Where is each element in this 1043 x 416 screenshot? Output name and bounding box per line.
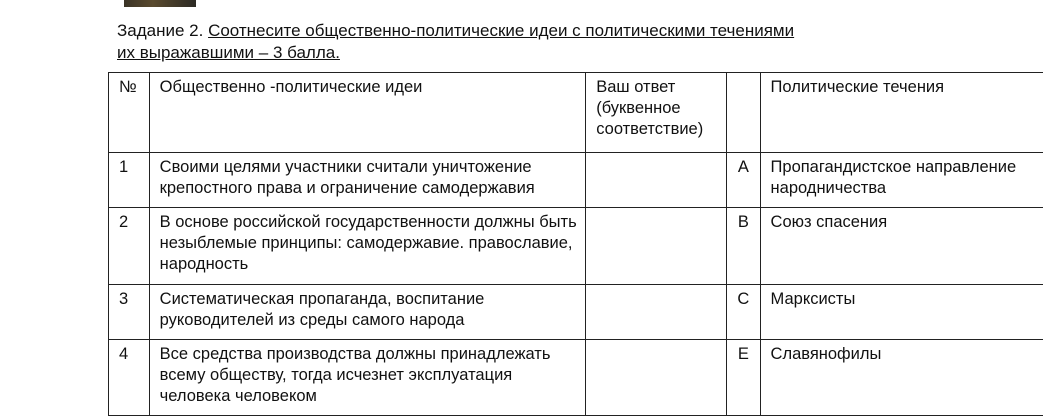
row-letter: A — [727, 153, 760, 208]
photo-fragment — [124, 0, 196, 7]
table-row — [109, 340, 1043, 416]
row-letter: B — [727, 208, 760, 285]
row-answer-cell[interactable] — [586, 153, 727, 208]
table-row — [109, 208, 1043, 285]
header-movements: Политические течения — [760, 73, 1043, 153]
table-header-row — [109, 73, 1043, 153]
row-idea: Все средства производства должны принадлежать всему обществу, тогда исчезнет эксплуатация человека человеком — [149, 340, 586, 416]
row-movement: Марксисты — [760, 285, 1043, 340]
row-movement: Славянофилы — [760, 340, 1043, 416]
row-movement: Пропагандистское направление народничества — [760, 153, 1043, 208]
row-idea: Систематическая пропаганда, воспитание руководителей из среды самого народа — [149, 285, 586, 340]
header-num: № — [109, 73, 150, 153]
row-answer-cell[interactable] — [586, 285, 727, 340]
row-letter: C — [727, 285, 760, 340]
row-num: 3 — [109, 285, 150, 340]
header-letter — [727, 73, 760, 153]
row-answer-cell[interactable] — [586, 340, 727, 416]
matching-table — [108, 72, 1043, 416]
row-num: 2 — [109, 208, 150, 285]
table-row — [109, 153, 1043, 208]
row-num: 4 — [109, 340, 150, 416]
table-row — [109, 285, 1043, 340]
row-num: 1 — [109, 153, 150, 208]
row-movement: Союз спасения — [760, 208, 1043, 285]
task-title-line1: Соотнесите общественно-политические идеи с политическими течениями — [208, 21, 794, 40]
header-answer: Ваш ответ (буквенное соответствие) — [586, 73, 727, 153]
row-letter: E — [727, 340, 760, 416]
header-ideas: Общественно -политические идеи — [149, 73, 586, 153]
row-idea: В основе российской государственности должны быть незыблемые принципы: самодержавие. православие, народность — [149, 208, 586, 285]
task-prefix: Задание 2. — [117, 21, 208, 40]
task-heading — [117, 20, 1017, 64]
row-idea: Своими целями участники считали уничтожение крепостного права и ограничение самодержавия — [149, 153, 586, 208]
task-title-line2: их выражавшими – 3 балла. — [117, 43, 340, 62]
row-answer-cell[interactable] — [586, 208, 727, 285]
